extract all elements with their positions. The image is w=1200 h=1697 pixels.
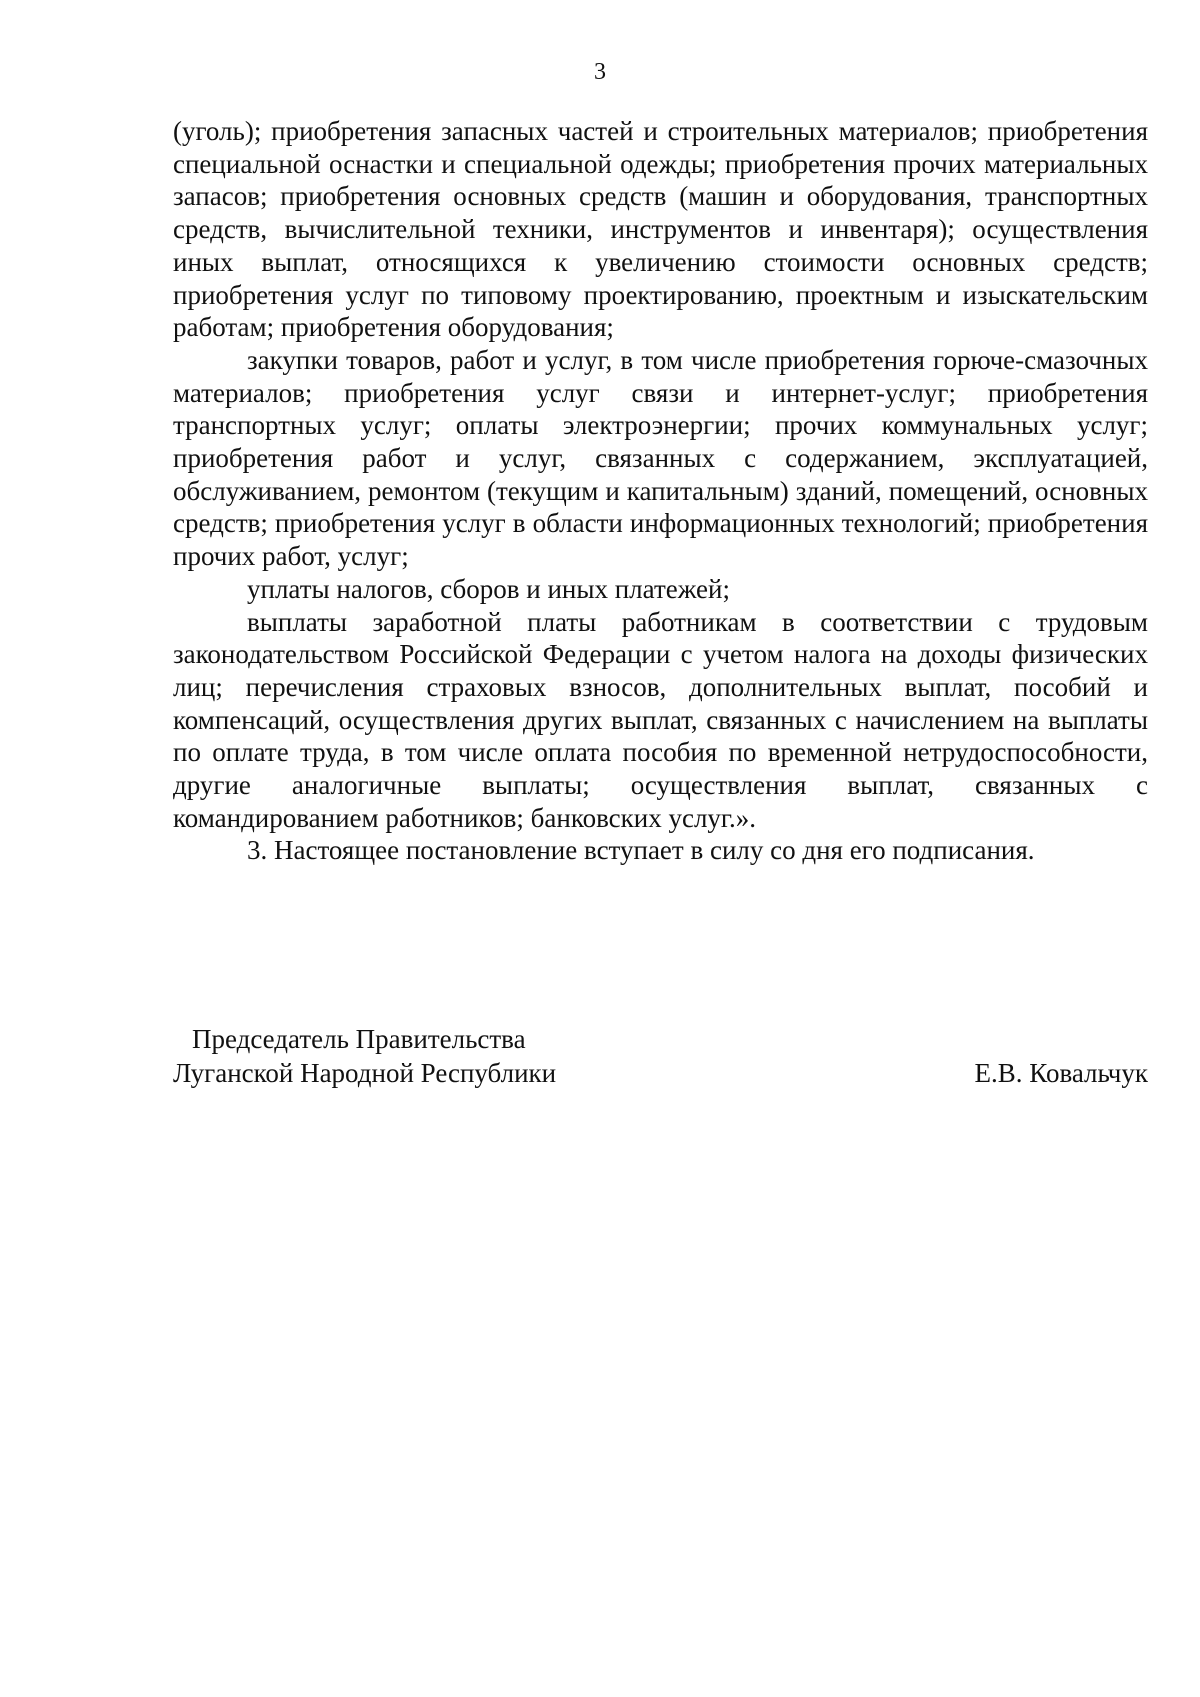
- signatory-position-line1: Председатель Правительства: [192, 1024, 526, 1054]
- paragraph-effective-date: 3. Настоящее постановление вступает в силу со дня его подписания.: [247, 835, 1035, 866]
- paragraph-taxes: уплаты налогов, сборов и иных платежей;: [247, 573, 730, 604]
- signatory-name: Е.В. Ковальчук: [974, 1058, 1148, 1088]
- document-body: [173, 115, 1148, 867]
- paragraph-salaries: выплаты заработной платы работникам в соответствии с трудовым законодательством Российской Федерации с учетом налога на доходы физических лиц; перечисления страховых взносов, дополнительных выплат, пособий и компенсаций, осуществления других выплат, связанных с начислением на выплаты по оплате труда, в том числе оплата пособия по временной нетрудоспособности, другие аналогичные выплаты; осуществления выплат, связанных с командированием работников; банковских услуг.».: [173, 606, 1148, 833]
- signature-block: [173, 1022, 1148, 1090]
- paragraph-procurement: закупки товаров, работ и услуг, в том числе приобретения горюче-смазочных материалов; приобретения услуг связи и интернет-услуг; приобретения транспортных услуг; оплаты электроэнергии; прочих коммунальных услуг; приобретения работ и услуг, связанных с содержанием, эксплуатацией, обслуживанием, ремонтом (текущим и капитальным) зданий, помещений, основных средств; приобретения услуг в области информационных технологий; приобретения прочих работ, услуг;: [173, 344, 1148, 572]
- signatory-position-line2: Луганской Народной Республики: [173, 1058, 557, 1088]
- paragraph-continuation: (уголь); приобретения запасных частей и строительных материалов; приобретения специальной оснастки и специальной одежды; приобретения прочих материальных запасов; приобретения основных средств (машин и оборудования, транспортных средств, вычислительной техники, инструментов и инвентаря); осуществления иных выплат, относящихся к увеличению стоимости основных средств; приобретения услуг по типовому проектированию, проектным и изыскательским работам; приобретения оборудования;: [173, 116, 1148, 343]
- page-number: 3: [594, 59, 606, 85]
